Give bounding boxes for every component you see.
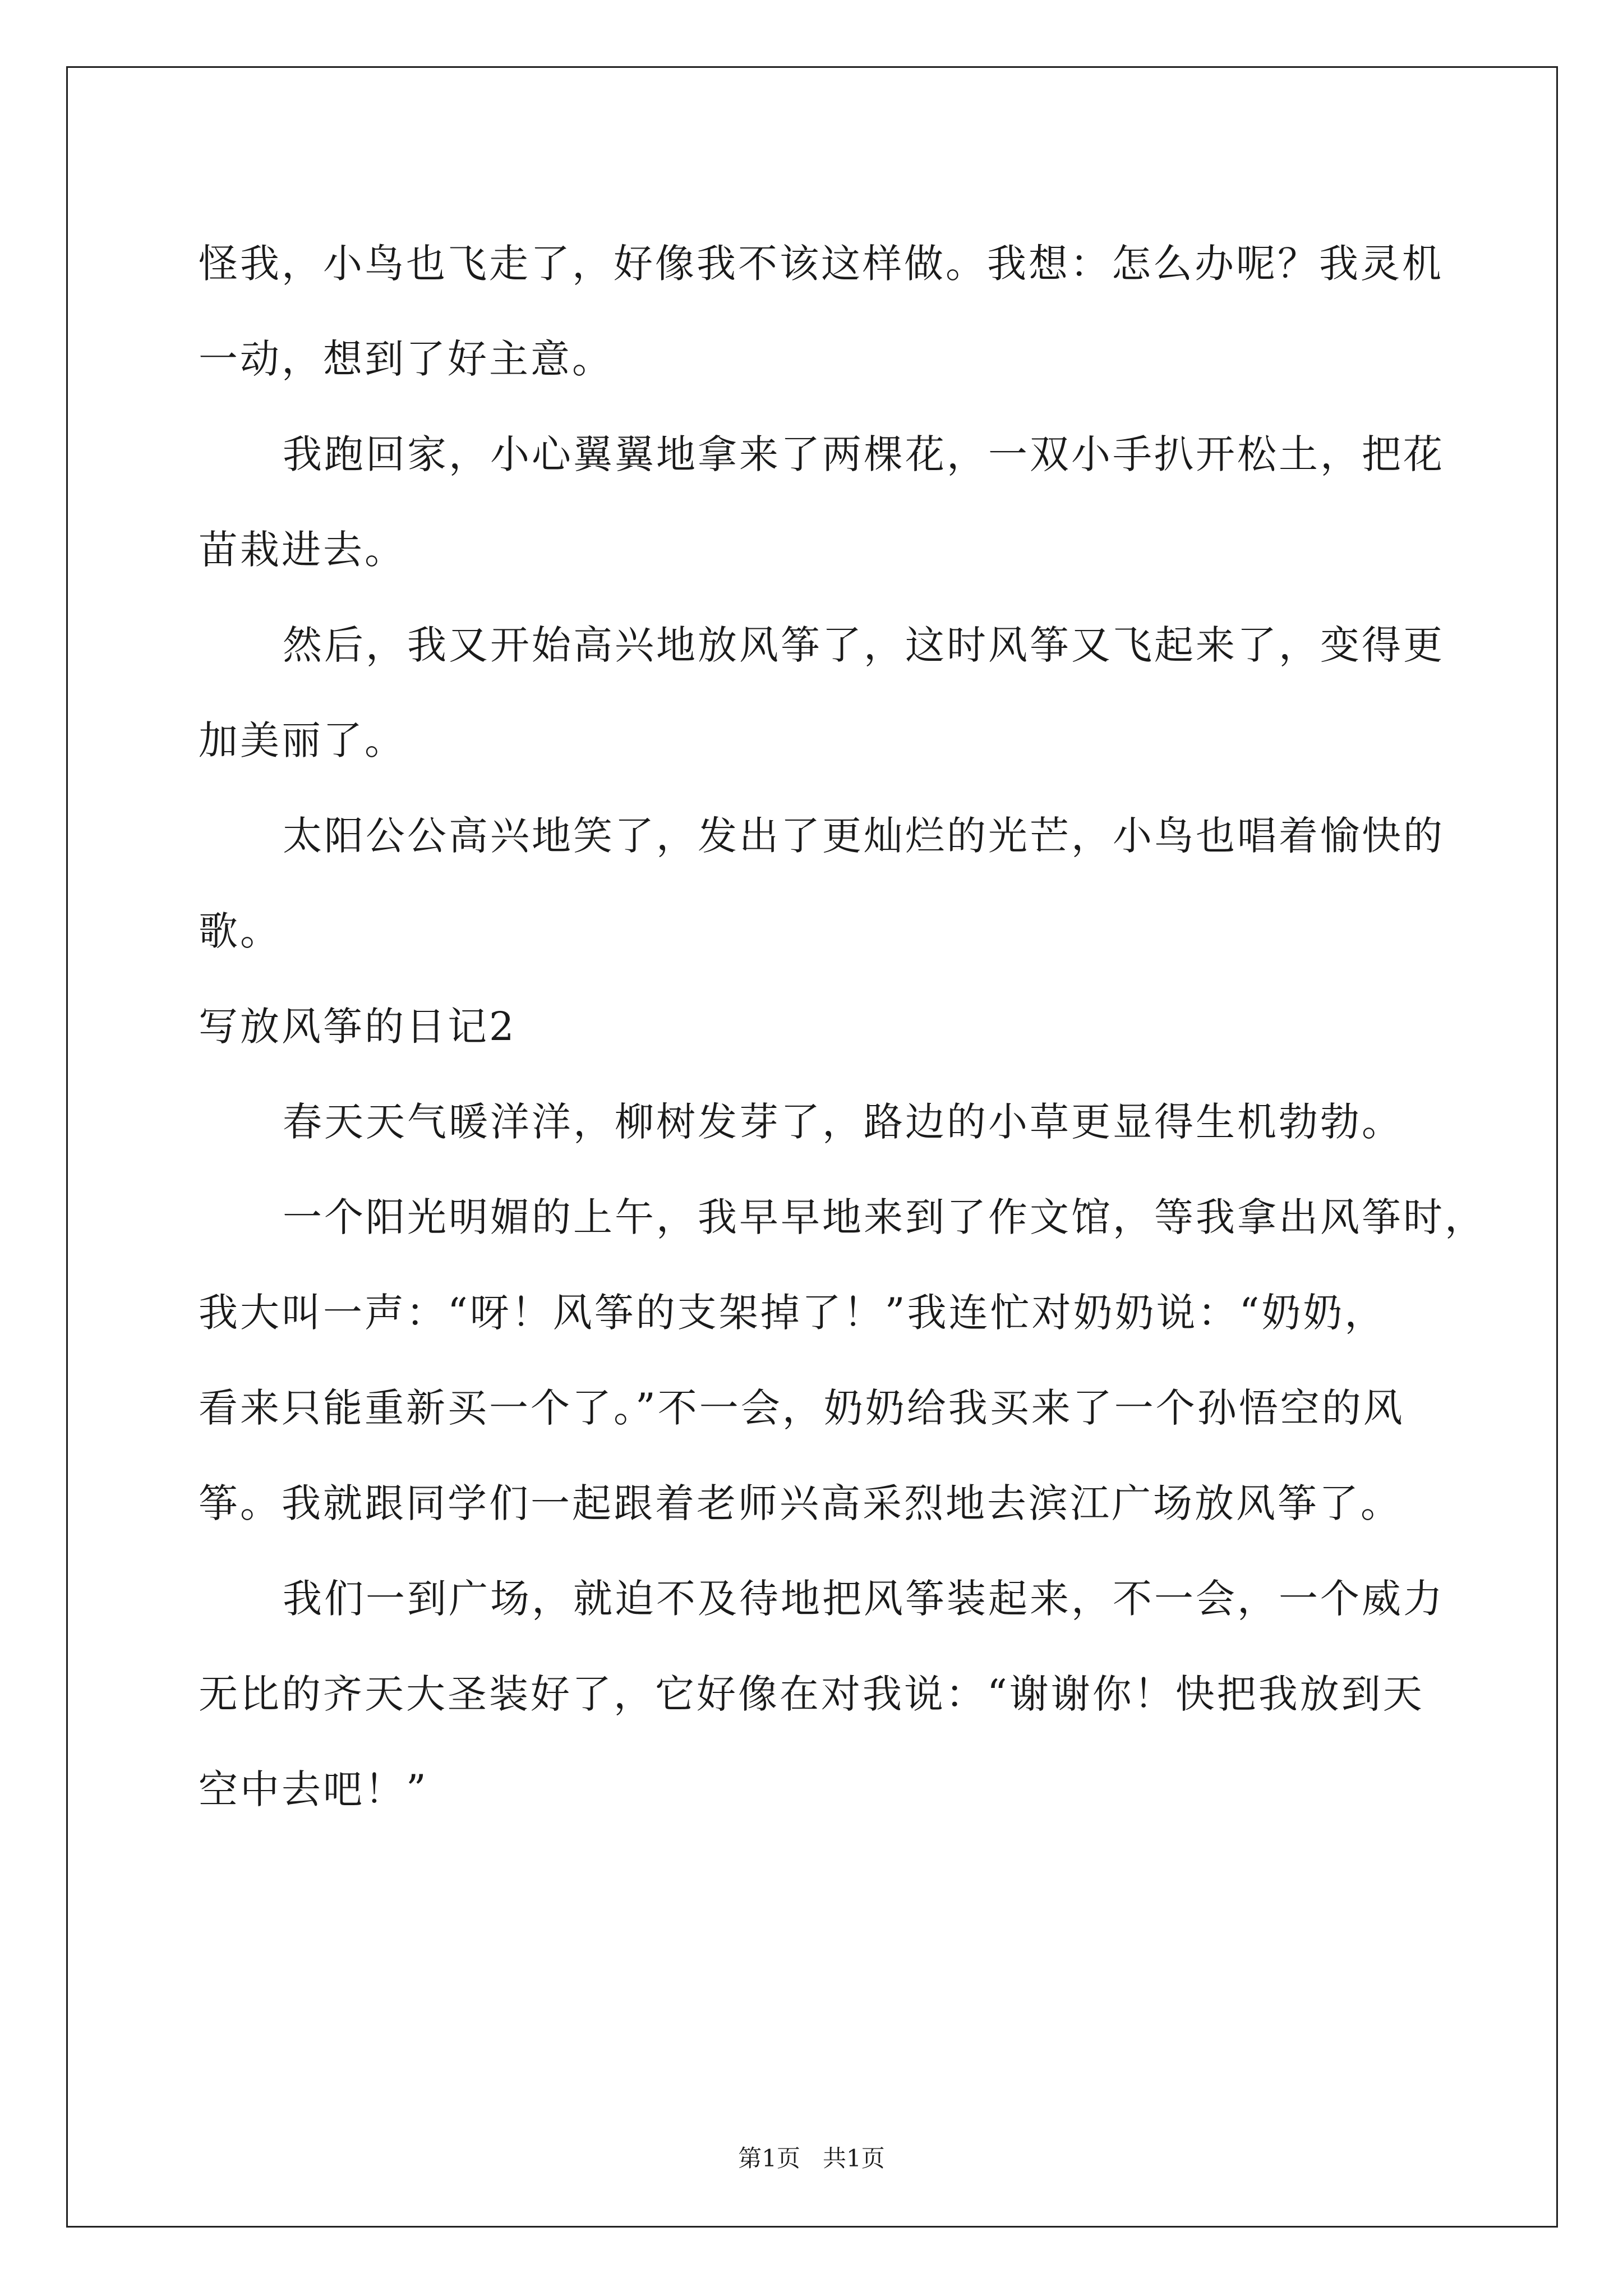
text-line: 无比的齐天大圣装好了，它好像在对我说：“谢谢你！快把我放到天 — [199, 1671, 1424, 1717]
text-line: 加美丽了。 — [199, 717, 406, 763]
text-line: 我大叫一声：“呀！风筝的支架掉了！”我连忙对奶奶说：“奶奶， — [199, 1290, 1386, 1336]
text-line: 苗栽进去。 — [199, 527, 406, 573]
text-line: 歌。 — [199, 908, 282, 954]
document-body — [199, 216, 1486, 1837]
section-heading: 写放风筝的日记2 — [199, 1004, 517, 1050]
paragraph-start-line: 春天天气暖洋洋，柳树发芽了，路边的小草更显得生机勃勃。 — [283, 1099, 1403, 1145]
paragraph-start-line: 我们一到广场，就迫不及待地把风筝装起来，不一会，一个威力 — [283, 1576, 1445, 1622]
text-line: 空中去吧！” — [199, 1766, 428, 1812]
text-line: 一动，想到了好主意。 — [199, 336, 614, 382]
text-line: 怪我，小鸟也飞走了，好像我不该这样做。我想：怎么办呢？我灵机 — [199, 241, 1444, 287]
paragraph-start-line: 然后，我又开始高兴地放风筝了，这时风筝又飞起来了，变得更 — [283, 622, 1445, 668]
paragraph-start-line: 太阳公公高兴地笑了，发出了更灿烂的光芒，小鸟也唱着愉快的 — [283, 813, 1445, 859]
paragraph-start-line: 我跑回家，小心翼翼地拿来了两棵花，一双小手扒开松土，把花 — [283, 431, 1445, 477]
paragraph-start-line: 一个阳光明媚的上午，我早早地来到了作文馆，等我拿出风筝时， — [283, 1194, 1486, 1240]
page-footer: 第1页 共1页 — [738, 2145, 885, 2172]
text-line: 筝。我就跟同学们一起跟着老师兴高采烈地去滨江广场放风筝了。 — [199, 1480, 1402, 1526]
text-line: 看来只能重新买一个了。”不一会，奶奶给我买来了一个孙悟空的风 — [199, 1385, 1405, 1431]
